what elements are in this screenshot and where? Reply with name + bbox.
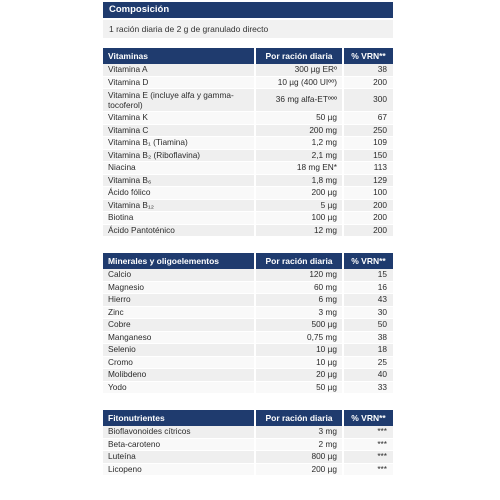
fitonutrientes-header-row bbox=[103, 410, 393, 426]
nutrient-name: Ácido fólico bbox=[103, 187, 255, 200]
spacer bbox=[103, 394, 393, 410]
nutrient-name: Yodo bbox=[103, 381, 255, 394]
nutrient-name: Cromo bbox=[103, 356, 255, 369]
nutrient-amount: 200 mg bbox=[255, 124, 343, 137]
nutrient-vrn: 25 bbox=[343, 356, 393, 369]
nutrient-amount: 2,1 mg bbox=[255, 149, 343, 162]
nutrient-vrn: 43 bbox=[343, 294, 393, 307]
nutrient-amount: 2 mg bbox=[255, 438, 343, 451]
vitaminas-header-row bbox=[103, 48, 393, 64]
nutrient-vrn: *** bbox=[343, 438, 393, 451]
vitaminas-header-amount: Por ración diaria bbox=[255, 48, 343, 64]
nutrient-name: Bioflavonoides cítricos bbox=[103, 426, 255, 438]
table-row bbox=[103, 426, 393, 438]
nutrient-name: Hierro bbox=[103, 294, 255, 307]
table-row bbox=[103, 344, 393, 357]
nutrient-amount: 10 µg bbox=[255, 356, 343, 369]
fitonutrientes-header-amount: Por ración diaria bbox=[255, 410, 343, 426]
nutrient-name: Cobre bbox=[103, 319, 255, 332]
nutrient-name: Vitamina E (incluye alfa y gamma-tocoferol) bbox=[103, 89, 255, 112]
nutrient-name: Luteína bbox=[103, 451, 255, 464]
nutrient-name: Vitamina B₁ (Tiamina) bbox=[103, 137, 255, 150]
table-row bbox=[103, 356, 393, 369]
nutrient-vrn: 109 bbox=[343, 137, 393, 150]
nutrient-vrn: 16 bbox=[343, 281, 393, 294]
table-row bbox=[103, 137, 393, 150]
table-row bbox=[103, 451, 393, 464]
nutrient-amount: 20 µg bbox=[255, 369, 343, 382]
nutrient-amount: 10 µg (400 UIºº) bbox=[255, 76, 343, 89]
table-row bbox=[103, 162, 393, 175]
nutrient-vrn: 67 bbox=[343, 112, 393, 125]
table-row bbox=[103, 294, 393, 307]
table-row bbox=[103, 281, 393, 294]
nutrient-vrn: 33 bbox=[343, 381, 393, 394]
nutrient-vrn: 40 bbox=[343, 369, 393, 382]
table-row bbox=[103, 174, 393, 187]
nutrient-amount: 50 µg bbox=[255, 112, 343, 125]
table-row bbox=[103, 269, 393, 281]
nutrient-vrn: 200 bbox=[343, 199, 393, 212]
nutrient-name: Beta-caroteno bbox=[103, 438, 255, 451]
composition-subtitle: 1 ración diaria de 2 g de granulado directo bbox=[103, 20, 393, 38]
nutrient-vrn: 50 bbox=[343, 319, 393, 332]
nutrient-name: Selenio bbox=[103, 344, 255, 357]
fitonutrientes-header-name: Fitonutrientes bbox=[103, 410, 255, 426]
table-row bbox=[103, 331, 393, 344]
spacer bbox=[103, 237, 393, 253]
nutrient-vrn: 113 bbox=[343, 162, 393, 175]
nutrient-amount: 3 mg bbox=[255, 306, 343, 319]
nutrient-amount: 500 µg bbox=[255, 319, 343, 332]
nutrient-vrn: 18 bbox=[343, 344, 393, 357]
table-row bbox=[103, 76, 393, 89]
table-row bbox=[103, 224, 393, 237]
nutrient-vrn: 30 bbox=[343, 306, 393, 319]
table-row bbox=[103, 64, 393, 76]
table-row bbox=[103, 124, 393, 137]
nutrient-name: Manganeso bbox=[103, 331, 255, 344]
nutrient-name: Calcio bbox=[103, 269, 255, 281]
nutrient-amount: 1,8 mg bbox=[255, 174, 343, 187]
nutrient-vrn: *** bbox=[343, 451, 393, 464]
nutrient-amount: 800 µg bbox=[255, 451, 343, 464]
nutrient-amount: 60 mg bbox=[255, 281, 343, 294]
table-row bbox=[103, 306, 393, 319]
nutrient-amount: 36 mg alfa-ETººº bbox=[255, 89, 343, 112]
composition-title: Composición bbox=[103, 2, 393, 18]
nutrient-amount: 0,75 mg bbox=[255, 331, 343, 344]
vitaminas-header-vrn: % VRN** bbox=[343, 48, 393, 64]
vitaminas-table bbox=[103, 48, 393, 237]
vitaminas-header-name: Vitaminas bbox=[103, 48, 255, 64]
nutrient-amount: 3 mg bbox=[255, 426, 343, 438]
nutrient-name: Niacina bbox=[103, 162, 255, 175]
table-row bbox=[103, 212, 393, 225]
nutrient-name: Vitamina K bbox=[103, 112, 255, 125]
table-row bbox=[103, 112, 393, 125]
nutrient-name: Biotina bbox=[103, 212, 255, 225]
table-row bbox=[103, 369, 393, 382]
nutrient-name: Vitamina B₆ bbox=[103, 174, 255, 187]
nutrient-amount: 100 µg bbox=[255, 212, 343, 225]
nutrient-amount: 12 mg bbox=[255, 224, 343, 237]
minerales-header-amount: Por ración diaria bbox=[255, 253, 343, 269]
nutrient-name: Molibdeno bbox=[103, 369, 255, 382]
nutrient-amount: 5 µg bbox=[255, 199, 343, 212]
nutrient-amount: 120 mg bbox=[255, 269, 343, 281]
nutrient-vrn: 15 bbox=[343, 269, 393, 281]
minerales-header-name: Minerales y oligoelementos bbox=[103, 253, 255, 269]
table-row bbox=[103, 149, 393, 162]
nutrient-amount: 6 mg bbox=[255, 294, 343, 307]
nutrient-name: Vitamina B₁₂ bbox=[103, 199, 255, 212]
table-row bbox=[103, 381, 393, 394]
spacer bbox=[103, 38, 393, 48]
table-row bbox=[103, 199, 393, 212]
minerales-header-vrn: % VRN** bbox=[343, 253, 393, 269]
nutrient-vrn: 129 bbox=[343, 174, 393, 187]
fitonutrientes-header-vrn: % VRN** bbox=[343, 410, 393, 426]
nutrient-vrn: 38 bbox=[343, 64, 393, 76]
nutrient-vrn: 200 bbox=[343, 212, 393, 225]
nutrient-name: Ácido Pantoténico bbox=[103, 224, 255, 237]
nutrient-vrn: *** bbox=[343, 426, 393, 438]
nutrient-name: Magnesio bbox=[103, 281, 255, 294]
composition-panel bbox=[103, 0, 393, 476]
fitonutrientes-table bbox=[103, 410, 393, 476]
minerales-table bbox=[103, 253, 393, 394]
table-row bbox=[103, 89, 393, 112]
nutrient-name: Vitamina B₂ (Riboflavina) bbox=[103, 149, 255, 162]
nutrient-vrn: 300 bbox=[343, 89, 393, 112]
nutrient-name: Zinc bbox=[103, 306, 255, 319]
nutrient-vrn: *** bbox=[343, 463, 393, 476]
nutrient-name: Licopeno bbox=[103, 463, 255, 476]
table-row bbox=[103, 319, 393, 332]
nutrient-vrn: 38 bbox=[343, 331, 393, 344]
nutrient-amount: 10 µg bbox=[255, 344, 343, 357]
nutrient-name: Vitamina D bbox=[103, 76, 255, 89]
nutrient-vrn: 200 bbox=[343, 76, 393, 89]
table-row bbox=[103, 187, 393, 200]
minerales-header-row bbox=[103, 253, 393, 269]
nutrient-name: Vitamina C bbox=[103, 124, 255, 137]
nutrient-amount: 200 µg bbox=[255, 187, 343, 200]
nutrient-vrn: 150 bbox=[343, 149, 393, 162]
nutrient-vrn: 100 bbox=[343, 187, 393, 200]
nutrient-amount: 50 µg bbox=[255, 381, 343, 394]
nutrient-amount: 1,2 mg bbox=[255, 137, 343, 150]
table-row bbox=[103, 438, 393, 451]
nutrient-amount: 200 µg bbox=[255, 463, 343, 476]
nutrient-amount: 18 mg EN* bbox=[255, 162, 343, 175]
nutrient-name: Vitamina A bbox=[103, 64, 255, 76]
nutrient-amount: 300 µg ERº bbox=[255, 64, 343, 76]
table-row bbox=[103, 463, 393, 476]
nutrient-vrn: 200 bbox=[343, 224, 393, 237]
nutrient-vrn: 250 bbox=[343, 124, 393, 137]
